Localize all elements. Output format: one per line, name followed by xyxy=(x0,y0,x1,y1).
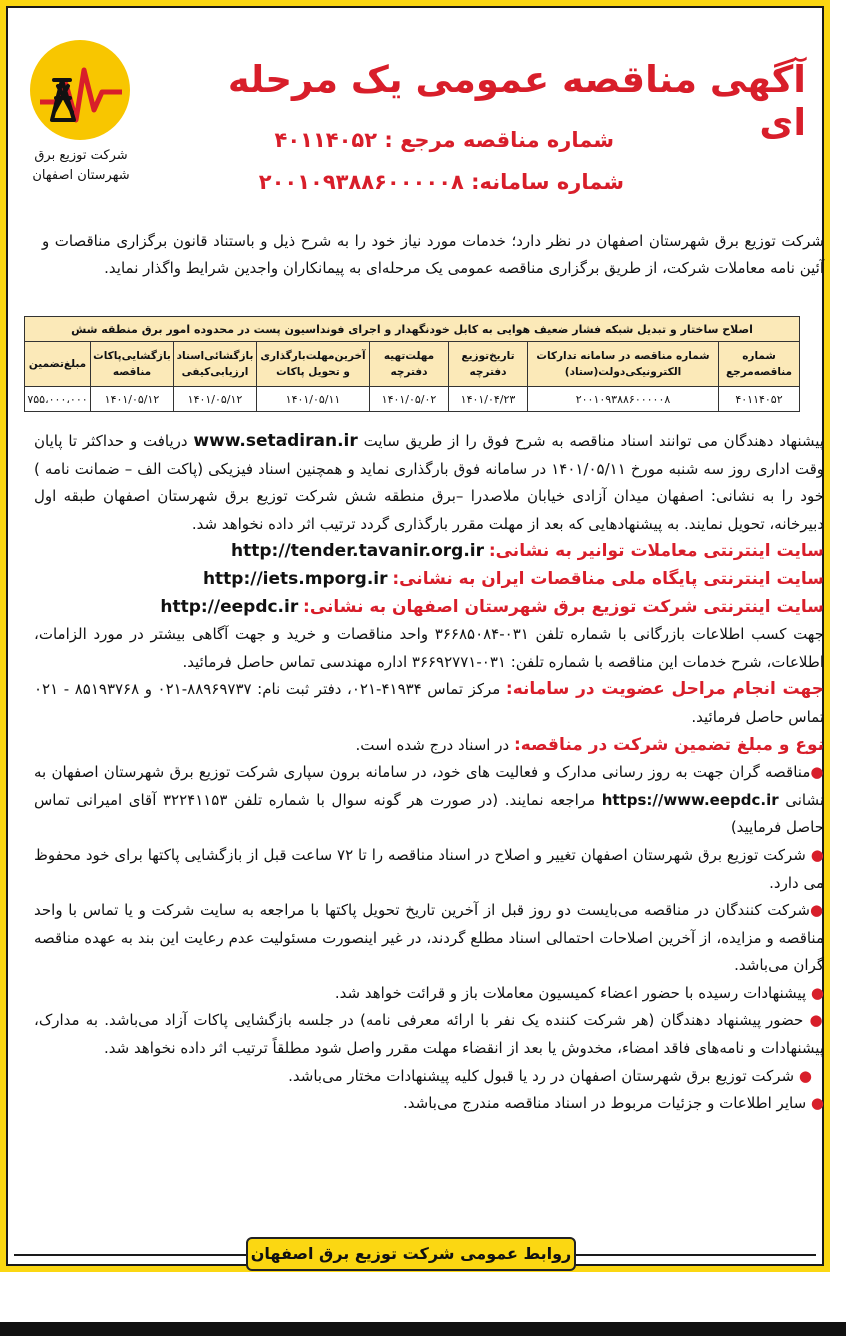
table-row xyxy=(25,387,800,412)
bullet-item: ●شرکت کنندگان در مناقصه می‌بایست دو روز قبل از آخرین تاریخ تحویل پاکتها با مراجعه به سایت شرکت و یا تماس با واحد مناقصه و مزایده، از آخرین اصلاحات احتمالی اسناد مطلع گردند، در غیر اینصورت مسئولیت عدم رعایت این بند به عهده مناقصه گران می‌باشد. xyxy=(34,901,824,975)
bullet-item: ● شرکت توزیع برق شهرستان اصفهان تغییر و اصلاح در اسناد مناقصه را تا ۷۲ ساعت قبل از بازگشایی پاکتها برای خود محفوظ می دارد. xyxy=(34,845,825,892)
header-cell: آخرین‌مهلت‌بارگذاری و تحویل پاکات xyxy=(257,342,370,387)
site-eepdc: سایت اینترنتی شرکت توزیع برق شهرستان اصفهان به نشانی: http://eepdc.ir xyxy=(160,596,824,617)
tender-table xyxy=(24,316,800,412)
intro-paragraph: شرکت توزیع برق شهرستان اصفهان در نظر دارد؛ خدمات مورد نیاز خود را به شرح ذیل و باستناد قانون برگزاری مناقصات و آئین نامه معاملات شرکت، از طریق برگزاری مناقصه عمومی یک مرحله‌ای به پیمانکاران واجدین شرایط واگذار نماید. xyxy=(42,232,824,277)
header-cell: شماره مناقصه در سامانه تدارکات الکترونیکی‌دولت(ستاد) xyxy=(528,342,719,387)
header-cell: مهلت‌تهیه دفترچه xyxy=(370,342,449,387)
paragraph-membership: جهت انجام مراحل عضویت در سامانه: مرکز تماس ۴۱۹۳۴-۰۲۱، دفتر ثبت نام: ۸۸۹۶۹۷۳۷-۰۲۱ و ۸۵۱۹۳۷۶۸ - ۰۲۱ تماس حاصل فرمائید. xyxy=(34,679,824,726)
reference-number: شماره مناقصه مرجع : ۴۰۱۱۴۰۵۲ xyxy=(274,128,614,152)
bullet-item: ●مناقصه گران جهت به روز رسانی مدارک و فعالیت های خود، در سامانه برون سپاری شرکت توزیع برق شهرستان اصفهان به نشانی https://www.eepdc.ir مراجعه نمایند. (در صورت هر گونه سوال با شماره تلفن ۳۲۲۴۱۱۵۳ آقای امیرانی تماس حاصل فرمایید) xyxy=(34,763,825,837)
footer-credit: روابط عمومی شرکت توزیع برق اصفهان xyxy=(250,1244,572,1263)
company-logo xyxy=(30,40,130,140)
site-tavanir: سایت اینترنتی معاملات توانیر به نشانی: http://tender.tavanir.org.ir xyxy=(231,541,824,562)
company-name-line1: شرکت توزیع برق xyxy=(34,148,128,163)
bullet-icon: ● xyxy=(806,983,824,1002)
bullet-item: ● حضور پیشنهاد دهندگان (هر شرکت کننده یک نفر با ارائه معرفی نامه) در جلسه بازگشایی پاکات آزاد می‌باشد. به مدارک، پیشنهادات و نامه‌های فاقد امضاء، مخدوش یا بعد از انقضاء مهلت مقرر واصل شود مطلقاً ترتیب اثر داده نخواهد شد. xyxy=(34,1011,824,1058)
company-name xyxy=(14,146,148,186)
header-cell: مبلغ‌تضمین xyxy=(25,342,91,387)
cell-upload-deadline: ۱۴۰۱/۰۵/۱۱ xyxy=(257,387,370,412)
body-text xyxy=(34,428,824,1118)
header-cell: بازگشایی‌پاکات مناقصه xyxy=(91,342,174,387)
eepdc-link[interactable]: http://eepdc.ir xyxy=(160,596,299,617)
company-name-line2: شهرستان اصفهان xyxy=(32,168,130,183)
bullet-icon: ● xyxy=(803,1011,824,1030)
bullet-item: ● شرکت توزیع برق شهرستان اصفهان در رد یا قبول کلیه پیشنهادات مختار می‌باشد. xyxy=(288,1066,812,1085)
page-title: آگهی مناقصه عمومی یک مرحله ای xyxy=(227,58,806,144)
bullet-icon: ● xyxy=(794,1066,812,1085)
cell-eval-opening: ۱۴۰۱/۰۵/۱۲ xyxy=(174,387,257,412)
cell-dist-date: ۱۴۰۱/۰۴/۲۳ xyxy=(449,387,528,412)
tavanir-link[interactable]: http://tender.tavanir.org.ir xyxy=(231,541,485,562)
header-cell: شماره مناقصه‌مرجع xyxy=(719,342,800,387)
cell-ref: ۴۰۱۱۴۰۵۲ xyxy=(719,387,800,412)
table-caption: اصلاح ساختار و تبدیل شبکه فشار ضعیف هوایی به کابل خودنگهدار و اجرای فونداسیون پست در محدوده امور برق منطقه شش xyxy=(25,317,800,342)
cell-guarantee: ۷۵۵،۰۰۰،۰۰۰ xyxy=(25,387,91,412)
paragraph-contact: جهت کسب اطلاعات بازرگانی با شماره تلفن ۰۳۱-۳۶۶۸۵۰۸۴ واحد مناقصات و خرید و جهت آگاهی بیشتر در مورد الزامات، اطلاعات، شرح خدمات این مناقصه با شماره تلفن: ۰۳۱-۳۶۶۹۲۷۷۱ اداره مهندسی تماس حاصل فرمائید. xyxy=(34,625,824,671)
bullet-icon: ● xyxy=(810,763,824,782)
power-tower-icon xyxy=(30,40,130,140)
bullet-icon: ● xyxy=(809,901,824,920)
bottom-divider xyxy=(0,1322,846,1336)
bullet-item: ● پیشنهادات رسیده با حضور اعضاء کمیسیون معاملات باز و قرائت خواهد شد. xyxy=(334,983,824,1002)
table-header-row xyxy=(25,342,800,387)
cell-envelope-opening: ۱۴۰۱/۰۵/۱۲ xyxy=(91,387,174,412)
bullet-item: ● سایر اطلاعات و جزئیات مربوط در اسناد مناقصه مندرج می‌باشد. xyxy=(403,1094,824,1113)
site-iets: سایت اینترنتی پایگاه ملی مناقصات ایران به نشانی: http://iets.mporg.ir xyxy=(202,568,824,589)
header-cell: تاریخ‌توزیع دفترچه xyxy=(449,342,528,387)
system-number: شماره سامانه: ۲۰۰۱۰۹۳۸۸۶۰۰۰۰۰۸ xyxy=(258,170,624,194)
bullet-icon: ● xyxy=(805,845,825,864)
setad-link[interactable]: www.setadiran.ir xyxy=(193,431,358,451)
cell-setad: ۲۰۰۱۰۹۳۸۸۶۰۰۰۰۰۸ xyxy=(528,387,719,412)
cell-prep-deadline: ۱۴۰۱/۰۵/۰۲ xyxy=(370,387,449,412)
paragraph-documents: پیشنهاد دهندگان می توانند اسناد مناقصه به شرح فوق را از طریق سایت www.setadiran.ir دریافت و حداکثر تا پایان وقت اداری روز سه شنبه مورخ ۱۴۰۱/۰۵/۱۱ در سامانه فوق بارگذاری نماید و همچنین اسناد فیزیکی (پاکت الف – ضمانت نامه ) خود را به نشانی: اصفهان میدان آزادی خیابان ملاصدرا –برق منطقه شش شرکت توزیع برق شهرستان اصفهان طبقه اول دبیرخانه، تحویل نمایند. به پیشنهادهایی که بعد از مهلت مقرر بارگذاری گردد ترتیب اثر داده نخواهد شد. xyxy=(34,431,824,533)
header-cell: بازگشائی‌اسناد ارزیابی‌کیفی xyxy=(174,342,257,387)
iets-link[interactable]: http://iets.mporg.ir xyxy=(202,568,388,589)
paragraph-guarantee: نوع و مبلغ تضمین شرکت در مناقصه: در اسناد درج شده است. xyxy=(355,734,824,755)
bullet-icon: ● xyxy=(806,1094,824,1113)
eepdc-https-link[interactable]: https://www.eepdc.ir xyxy=(601,790,779,809)
